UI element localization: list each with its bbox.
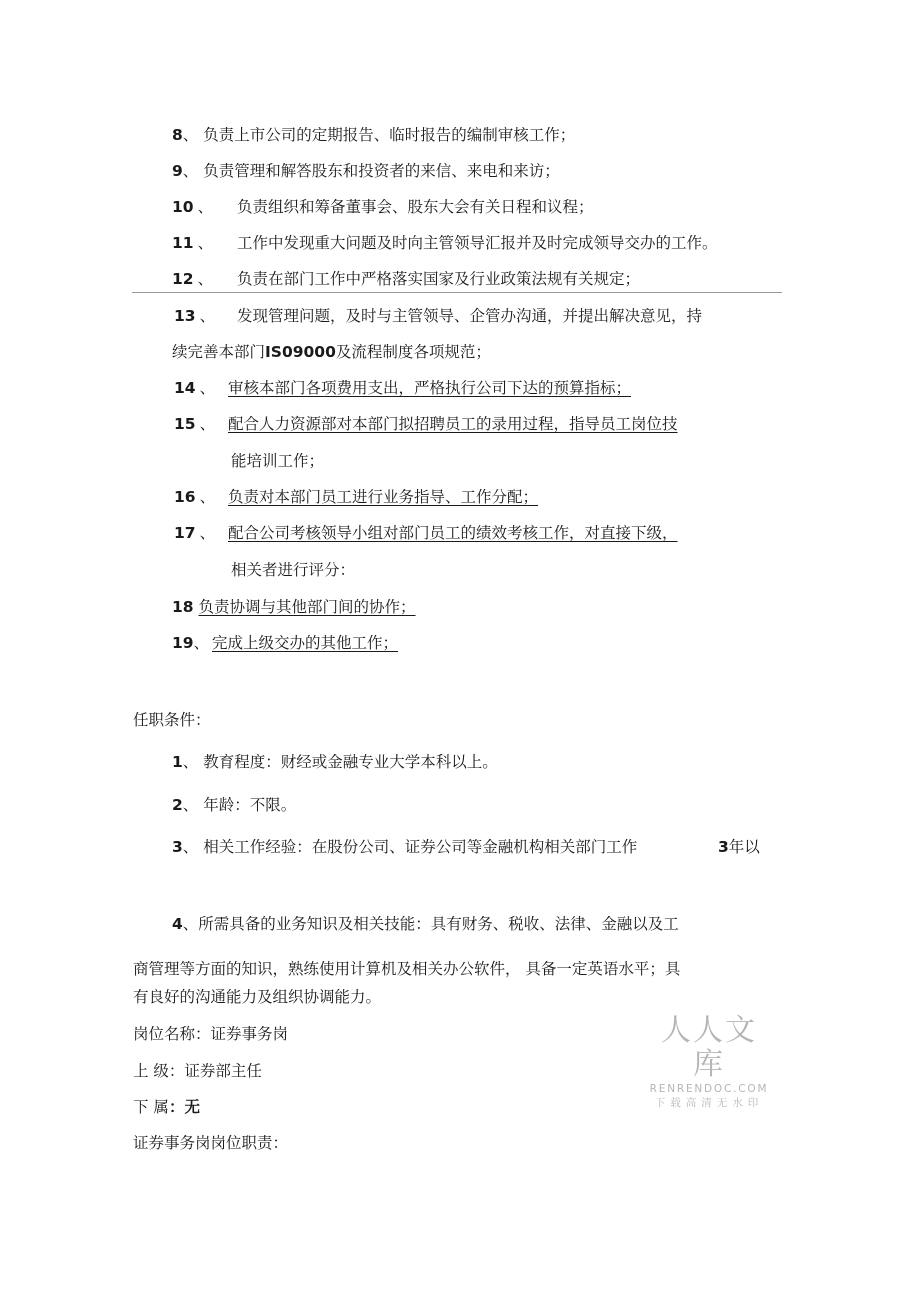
duty-text-16: 负责对本部门员工进行业务指导、工作分配；: [228, 488, 539, 506]
requirement-item-2: 2、 年龄：不限。: [172, 796, 297, 814]
duty-item-15: 15 、 配合人力资源部对本部门拟招聘员工的录用过程，指导员工岗位技: [174, 415, 678, 433]
duties-heading: 证券事务岗岗位职责：: [133, 1134, 289, 1152]
duty-item-19: 19、 完成上级交办的其他工作；: [172, 634, 399, 652]
duty-item-12: 12 、 负责在部门工作中严格落实国家及行业政策法规有关规定；: [172, 270, 641, 288]
iso-standard: IS09000: [265, 343, 336, 361]
duty-item-13-continuation: 续完善本部门IS09000及流程制度各项规范；: [172, 343, 491, 361]
duty-text-11: 工作中发现重大问题及时向主管领导汇报并及时完成领导交办的工作。: [237, 234, 718, 252]
watermark-url: RENRENDOC.COM: [649, 1083, 769, 1095]
duty-text-19: 完成上级交办的其他工作；: [212, 634, 399, 652]
duty-item-15-continuation: 能培训工作；: [231, 452, 325, 470]
requirements-heading: 任职条件：: [133, 711, 211, 729]
duty-item-17: 17 、 配合公司考核领导小组对部门员工的绩效考核工作，对直接下级，: [174, 524, 678, 542]
requirement-4-continuation-2: 有良好的沟通能力及组织协调能力。: [133, 988, 382, 1006]
superior: 上 级：证券部主任: [133, 1062, 262, 1080]
duty-text-14: 审核本部门各项费用支出，严格执行公司下达的预算指标；: [228, 379, 632, 397]
duty-text-15: 配合人力资源部对本部门拟招聘员工的录用过程，指导员工岗位技: [228, 415, 678, 433]
duty-item-13: 13 、 发现管理问题，及时与主管领导、企管办沟通，并提出解决意见，持: [174, 307, 703, 325]
page-break-rule: [132, 292, 782, 293]
duty-item-10: 10 、 负责组织和筹备董事会、股东大会有关日程和议程；: [172, 198, 594, 216]
duty-text-18: 负责协调与其他部门间的协作；: [198, 598, 416, 616]
subordinate: 下 属：无: [133, 1098, 200, 1116]
requirement-item-4: 4、所需具备的业务知识及相关技能：具有财务、税收、法律、金融以及工: [172, 915, 679, 933]
duty-text-9: 负责管理和解答股东和投资者的来信、来电和来访；: [203, 162, 560, 180]
position-name: 岗位名称：证券事务岗: [133, 1025, 289, 1043]
requirement-item-3: 3、 相关工作经验：在股份公司、证券公司等金融机构相关部门工作: [172, 838, 638, 856]
watermark-subtitle: 下载高清无水印: [654, 1097, 764, 1109]
duty-item-14: 14 、 审核本部门各项费用支出，严格执行公司下达的预算指标；: [174, 379, 632, 397]
duty-text-12: 负责在部门工作中严格落实国家及行业政策法规有关规定；: [237, 270, 641, 288]
duty-text-17: 配合公司考核领导小组对部门员工的绩效考核工作，对直接下级，: [228, 524, 678, 542]
duty-item-11: 11 、 工作中发现重大问题及时向主管领导汇报并及时完成领导交办的工作。: [172, 234, 718, 252]
duty-item-17-continuation: 相关者进行评分：: [231, 561, 356, 579]
duty-item-16: 16 、 负责对本部门员工进行业务指导、工作分配；: [174, 488, 539, 506]
requirement-3-years: 3年以: [718, 838, 760, 856]
requirement-item-1: 1、 教育程度：财经或金融专业大学本科以上。: [172, 753, 498, 771]
duty-text-8: 负责上市公司的定期报告、临时报告的编制审核工作；: [203, 126, 576, 144]
duty-item-8: 8、 负责上市公司的定期报告、临时报告的编制审核工作；: [172, 126, 576, 144]
watermark-title: 人人文库: [661, 1013, 757, 1082]
requirement-4-continuation-1: 商管理等方面的知识，熟练使用计算机及相关办公软件， 具备一定英语水平；具: [133, 960, 681, 978]
duty-text-10: 负责组织和筹备董事会、股东大会有关日程和议程；: [237, 198, 594, 216]
duty-item-9: 9、 负责管理和解答股东和投资者的来信、来电和来访；: [172, 162, 560, 180]
watermark-logo: [646, 1014, 772, 1110]
duty-item-18: 18 负责协调与其他部门间的协作；: [172, 598, 416, 616]
duty-text-13: 发现管理问题，及时与主管领导、企管办沟通，并提出解决意见，持: [237, 307, 703, 325]
